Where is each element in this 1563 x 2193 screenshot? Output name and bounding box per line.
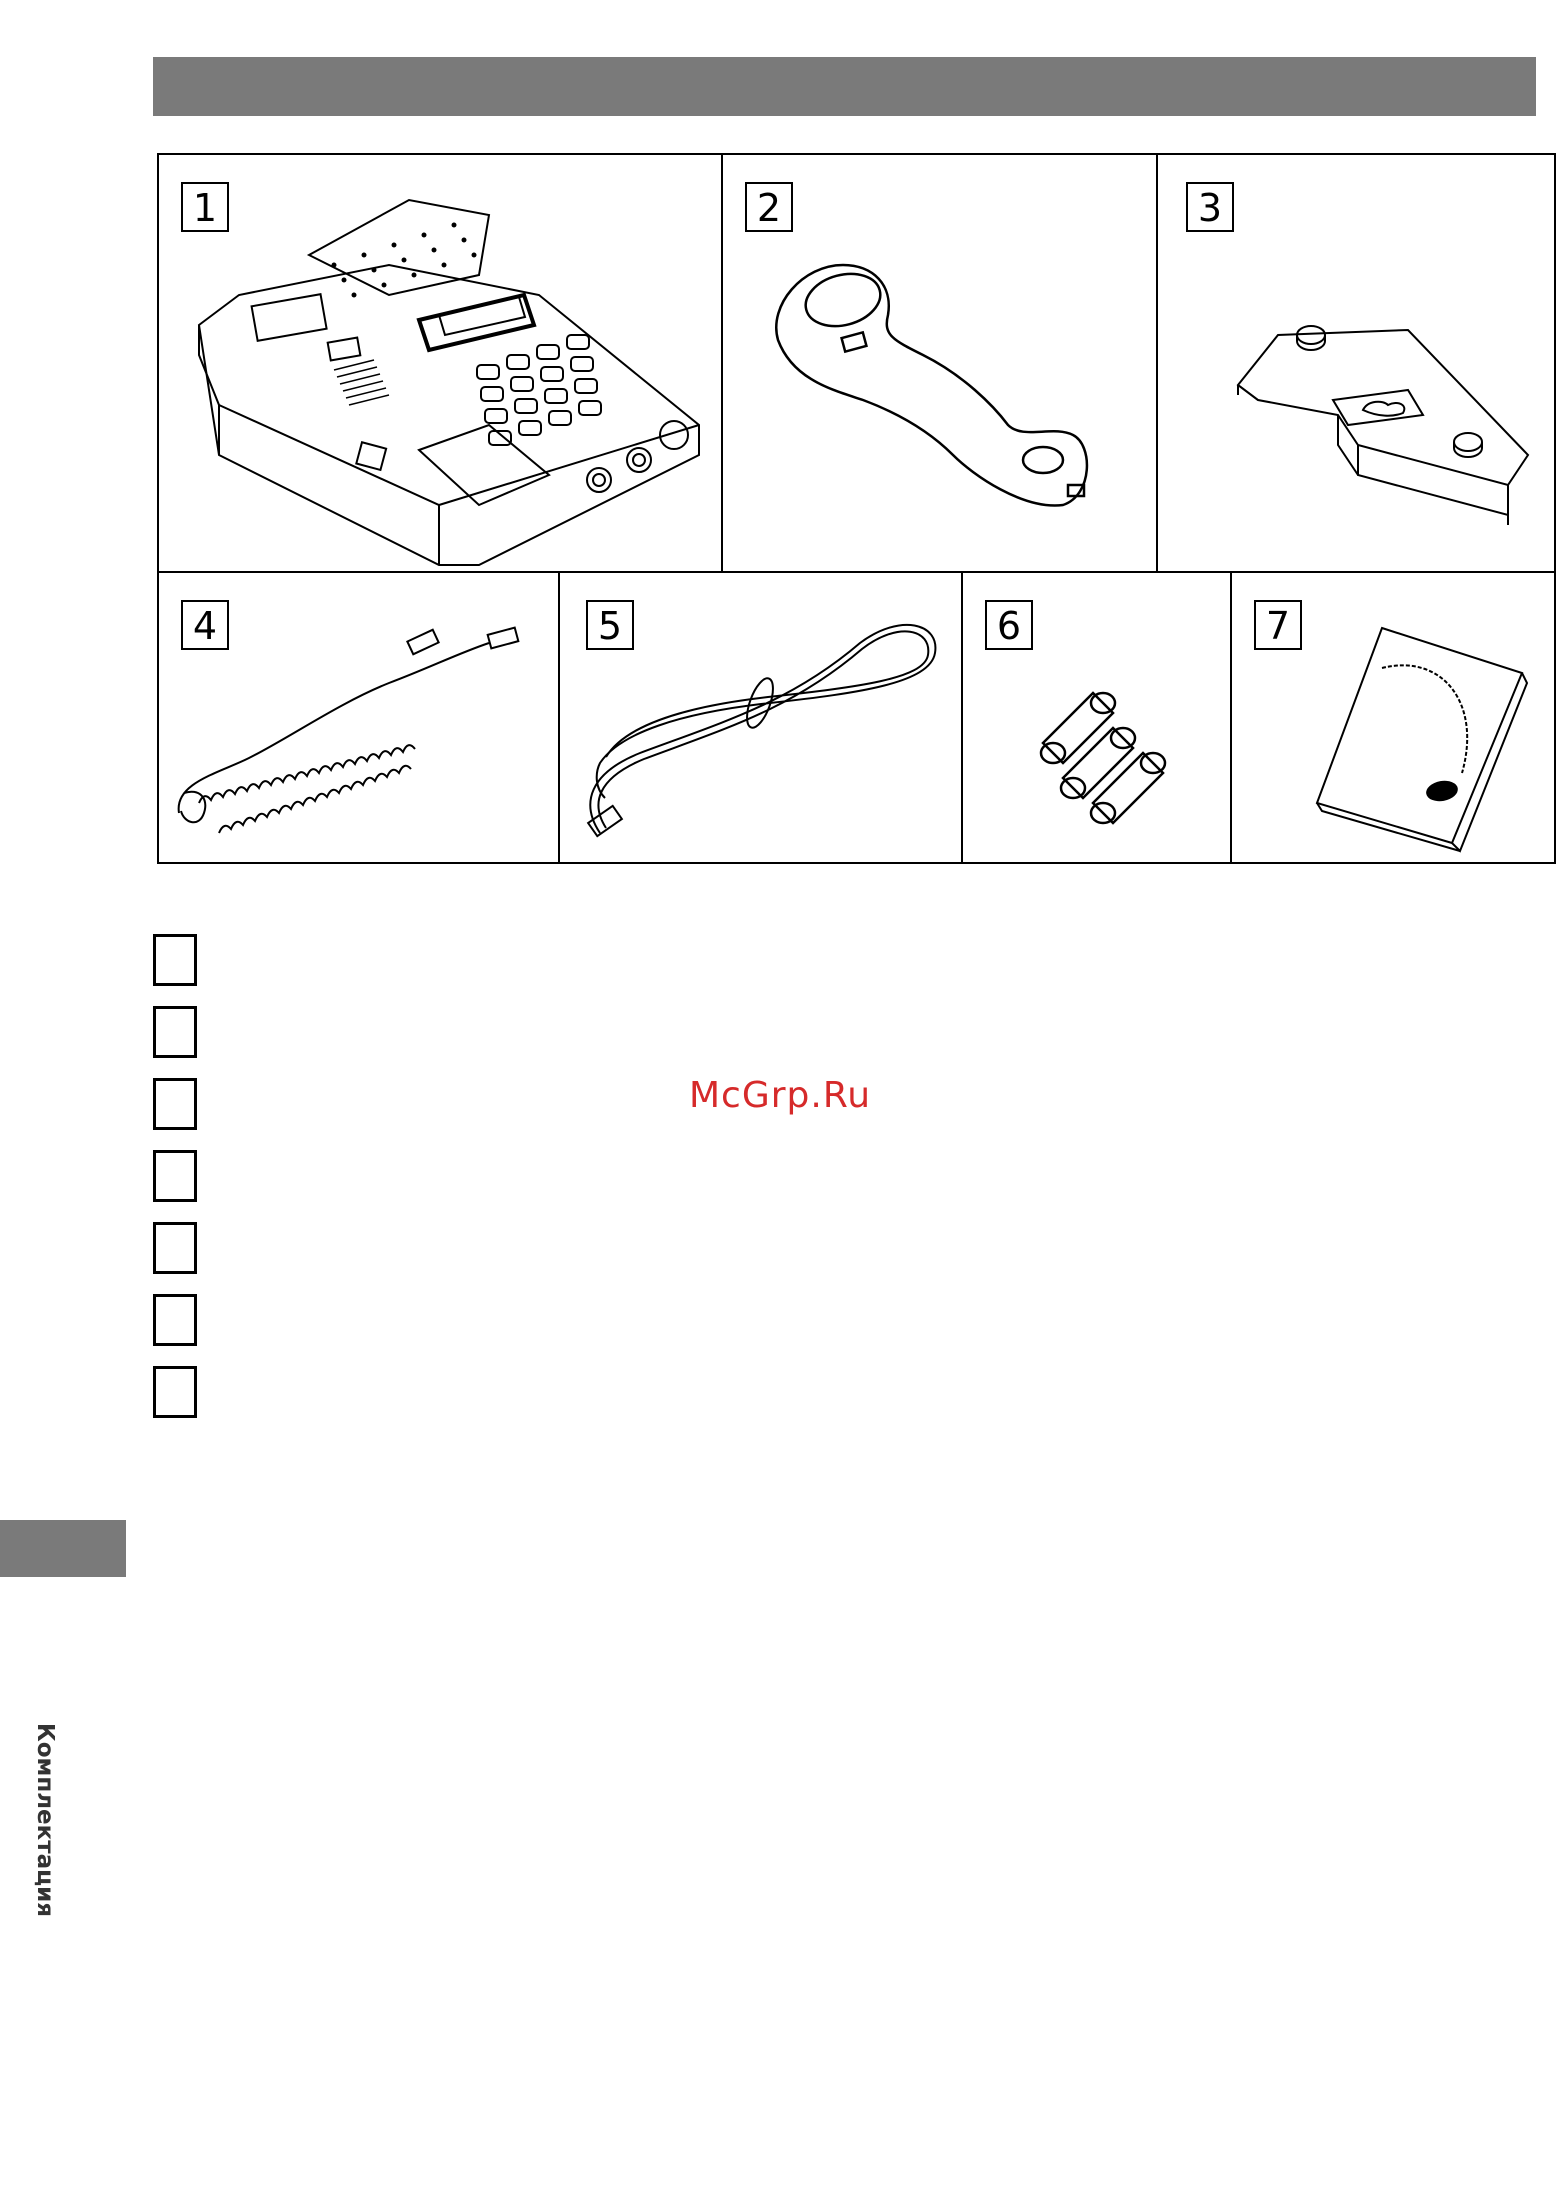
checklist-box-1[interactable] [153, 934, 197, 986]
item-cell-1 [157, 153, 723, 573]
checklist-box-3[interactable] [153, 1078, 197, 1130]
batteries-icon [963, 573, 1234, 866]
watermark: McGrp.Ru [689, 1075, 872, 1116]
item-cell-3 [1156, 153, 1556, 573]
item-cell-5 [558, 571, 963, 864]
telephone-base-icon [159, 155, 725, 575]
checklist-box-5[interactable] [153, 1222, 197, 1274]
manual-booklet-icon [1232, 573, 1558, 866]
item-number-7: 7 [1254, 600, 1302, 650]
side-tab-marker [0, 1520, 126, 1577]
item-number-6: 6 [985, 600, 1033, 650]
handset-icon [723, 155, 1160, 575]
header-bar [153, 57, 1536, 116]
checklist-box-4[interactable] [153, 1150, 197, 1202]
wall-mount-bracket-icon [1158, 155, 1558, 575]
item-number-5: 5 [586, 600, 634, 650]
item-number-2: 2 [745, 182, 793, 232]
coiled-handset-cord-icon [159, 573, 562, 866]
checklist-box-6[interactable] [153, 1294, 197, 1346]
item-cell-7 [1230, 571, 1556, 864]
checklist-box-2[interactable] [153, 1006, 197, 1058]
item-number-4: 4 [181, 600, 229, 650]
item-cell-6 [961, 571, 1232, 864]
item-number-1: 1 [181, 182, 229, 232]
item-number-3: 3 [1186, 182, 1234, 232]
item-cell-2 [721, 153, 1158, 573]
checklist-box-7[interactable] [153, 1366, 197, 1418]
item-cell-4 [157, 571, 560, 864]
side-section-label: Комплектация [32, 1722, 58, 1918]
line-cord-icon [560, 573, 965, 866]
